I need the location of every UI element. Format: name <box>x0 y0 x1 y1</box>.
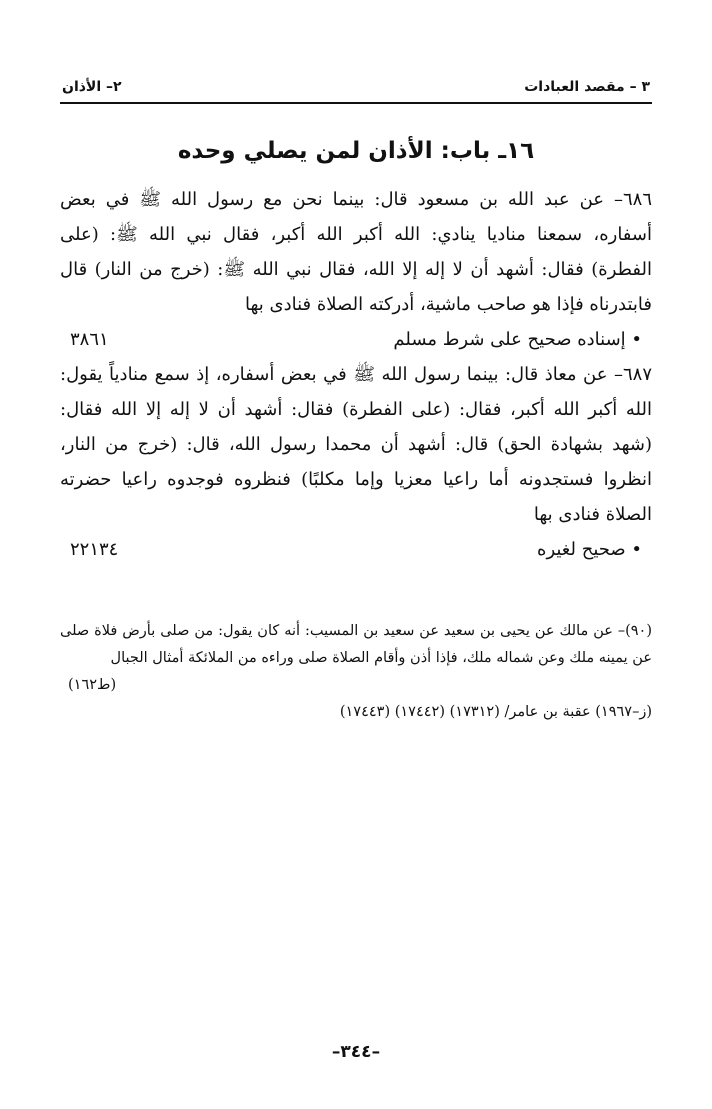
hadith-687-text: ٦٨٧– عن معاذ قال: بينما رسول الله ﷺ في بعض أسفاره، إذ سمع منادياً يقول: الله أكبر الله أكبر، فقال: (على الفطرة) فقال: أشهد أن لا إله إلا الله فقال: (شهد بشهادة الحق) قال: أشهد أن محمدا رسول الله، قال: (خرج من النار، انظروا فستجدونه أما راعيا معزيا وإما مكلبًا) فنظروه فوجدوه راعيا حضرته الصلاة فنادى بها <box>60 364 652 525</box>
hadith-body <box>60 182 652 567</box>
hadith-686-text: ٦٨٦– عن عبد الله بن مسعود قال: بينما نحن مع رسول الله ﷺ في بعض أسفاره، سمعنا مناديا ينادي: الله أكبر الله أكبر، فقال نبي الله ﷺ: (على الفطرة) فقال: أشهد أن لا إله إلا الله، فقال نبي الله ﷺ: (خرج من النار) قال فابتدرناه فإذا هو صاحب ماشية، أدركته الصلاة فنادى بها <box>60 189 652 315</box>
footnote <box>60 618 652 726</box>
footnote-cross-references: (ز–١٩٦٧) عقبة بن عامر/ (١٧٣١٢) (١٧٤٤٢) (١٧٤٤٣) <box>339 704 652 720</box>
page-number: –٣٤٤– <box>331 1042 381 1062</box>
running-header <box>62 74 650 100</box>
hadith-686-grade: • إسناده صحيح على شرط مسلم <box>393 329 642 350</box>
footnote-source-ref: (ط١٦٢) <box>68 677 117 693</box>
hadith-687-grade-row <box>60 532 652 567</box>
hadith-686-number: ٣٨٦١ <box>70 329 109 350</box>
header-divider <box>60 102 652 104</box>
header-book-section: ٣ – مقصد العبادات <box>524 79 650 95</box>
footnote-text: (٩٠)– عن مالك عن يحيى بن سعيد عن سعيد بن المسيب: أنه كان يقول: من صلى بأرض فلاة صلى عن يمينه ملك وعن شماله ملك، فإذا أذن وأقام الصلاة صلى وراءه من الملائكة أمثال الجبال <box>60 623 652 666</box>
hadith-687-number: ٢٢١٣٤ <box>70 539 119 560</box>
footnote-ref-row <box>60 672 652 699</box>
header-chapter: ٢– الأذان <box>62 79 122 95</box>
hadith-686-grade-row <box>60 322 652 357</box>
hadith-687-grade: • صحيح لغيره <box>537 539 642 560</box>
chapter-title: ١٦ـ باب: الأذان لمن يصلي وحده <box>177 138 535 164</box>
